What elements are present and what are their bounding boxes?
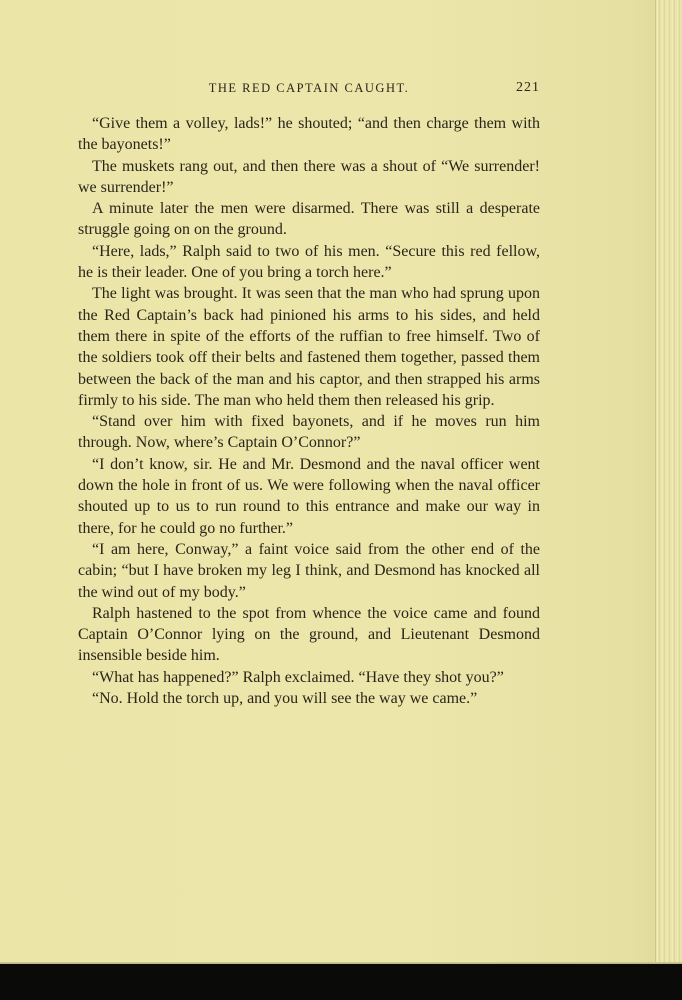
paragraph: “I am here, Conway,” a faint voice said from the other end of the cabin; “but I have broken my leg I think, and Desmond has knocked all the wind out of my body.” [78,540,540,601]
scan-bottom-edge [0,964,682,1000]
paragraph: “Stand over him with fixed bayonets, and if he moves run him through. Now, where’s Captain O’Connor?” [78,413,540,452]
body-text [78,113,540,709]
paragraph: “No. Hold the torch up, and you will see the way we came.” [92,690,478,708]
paragraph: “Here, lads,” Ralph said to two of his men. “Secure this red fellow, he is their leader. One of you bring a torch here.” [78,242,540,282]
paragraph: “What has happened?” Ralph exclaimed. “Have they shot you?” [92,668,504,686]
paragraph: Ralph hastened to the spot from whence the voice came and found Captain O’Connor lying on the ground, and Lieutenant Desmond insensible beside him. [78,604,540,665]
paragraph: “I don’t know, sir. He and Mr. Desmond and the naval officer went down the hole in front of us. We were following when the naval officer shouted up to us to run round to this entrance and make our way in there, for he could go no further.” [78,455,540,537]
paragraph: “Give them a volley, lads!” he shouted; “and then charge them with the bayonets!” [78,115,540,154]
paragraph: A minute later the men were disarmed. There was still a desperate struggle going on on the ground. [78,200,540,239]
page-number: 221 [516,80,540,95]
paragraph: The light was brought. It was seen that the man who had sprung upon the Red Captain’s back had pinioned his arms to his sides, and held them there in spite of the efforts of the ruffian to free himself. Two of the soldiers took off their belts and fastened them together, passed them between the back of the man and his captor, and then strapped his arms firmly to his side. The man who held them then released his grip. [78,285,540,409]
running-title: THE RED CAPTAIN CAUGHT. [208,81,410,95]
page-edge [655,0,682,965]
page-header [78,78,540,98]
paragraph: The muskets rang out, and then there was a shout of “We surrender! we surrender!” [78,157,540,196]
